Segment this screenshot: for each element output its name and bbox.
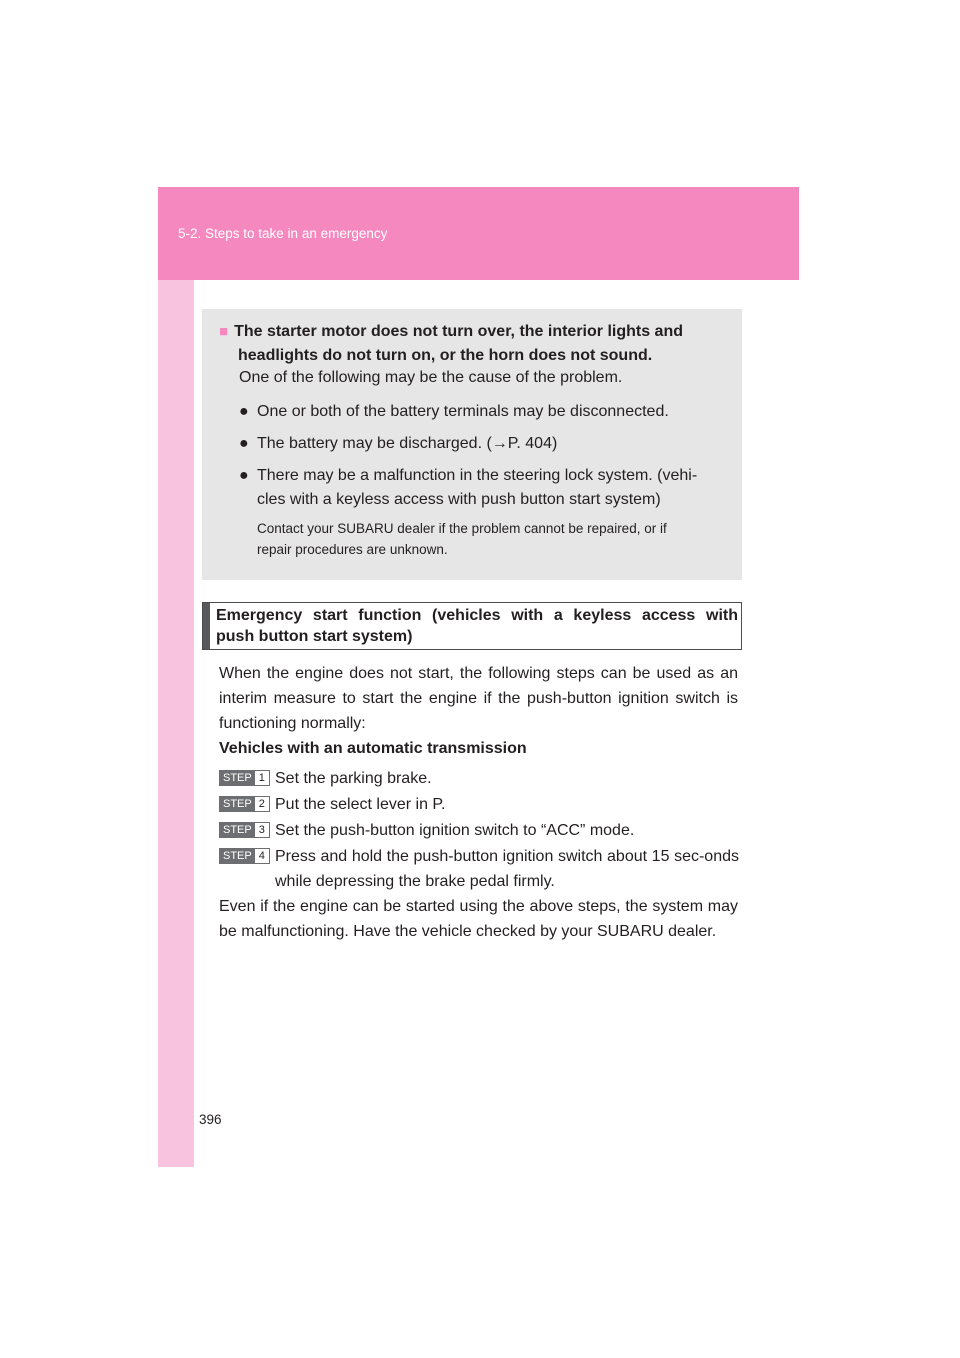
step-badge: STEP 2	[219, 796, 270, 812]
list-item: ● There may be a malfunction in the steering lock system. (vehi- cles with a keyless access with push button start system)	[239, 464, 729, 512]
trouble-intro: One of the following may be the cause of the problem.	[239, 369, 623, 386]
step-item: STEP 4 Press and hold the push-button ignition switch about 15 sec-onds while depressing the brake pedal firmly.	[219, 844, 739, 894]
subheading: Vehicles with an automatic transmission	[219, 740, 527, 757]
step-badge: STEP 3	[219, 822, 270, 838]
list-item: ● The battery may be discharged. (→P. 404)	[239, 432, 729, 456]
page-edge-tab	[158, 187, 194, 1167]
bullet-dot-icon: ●	[239, 403, 249, 420]
dealer-note: Contact your SUBARU dealer if the problem cannot be repaired, or if repair procedures are unknown.	[257, 521, 667, 557]
closing-paragraph: Even if the engine can be started using the above steps, the system may be malfunctioning. Have the vehicle checked by your SUBARU dealer.	[219, 898, 738, 940]
step-item: STEP 2 Put the select lever in P.	[219, 792, 739, 817]
bullet-dot-icon: ●	[239, 467, 249, 484]
trouble-heading: ■ The starter motor does not turn over, the interior lights and headlights do not turn on, or the horn does not sound.	[219, 323, 683, 364]
page-number: 396	[199, 1112, 222, 1127]
list-item: ● One or both of the battery terminals may be disconnected.	[239, 400, 729, 424]
intro-paragraph: When the engine does not start, the following steps can be used as an interim measure to start the engine if the push-button ignition switch is functioning normally:	[219, 665, 738, 732]
step-badge: STEP 1	[219, 770, 270, 786]
bullet-dot-icon: ●	[239, 435, 249, 452]
section-label: 5-2. Steps to take in an emergency	[178, 226, 388, 241]
section-heading: Emergency start function (vehicles with a keyless access with push button start system)	[216, 607, 738, 645]
step-badge: STEP 4	[219, 848, 270, 864]
square-bullet-icon: ■	[219, 323, 229, 340]
step-item: STEP 3 Set the push-button ignition switch to “ACC” mode.	[219, 818, 739, 843]
step-item: STEP 1 Set the parking brake.	[219, 766, 739, 791]
